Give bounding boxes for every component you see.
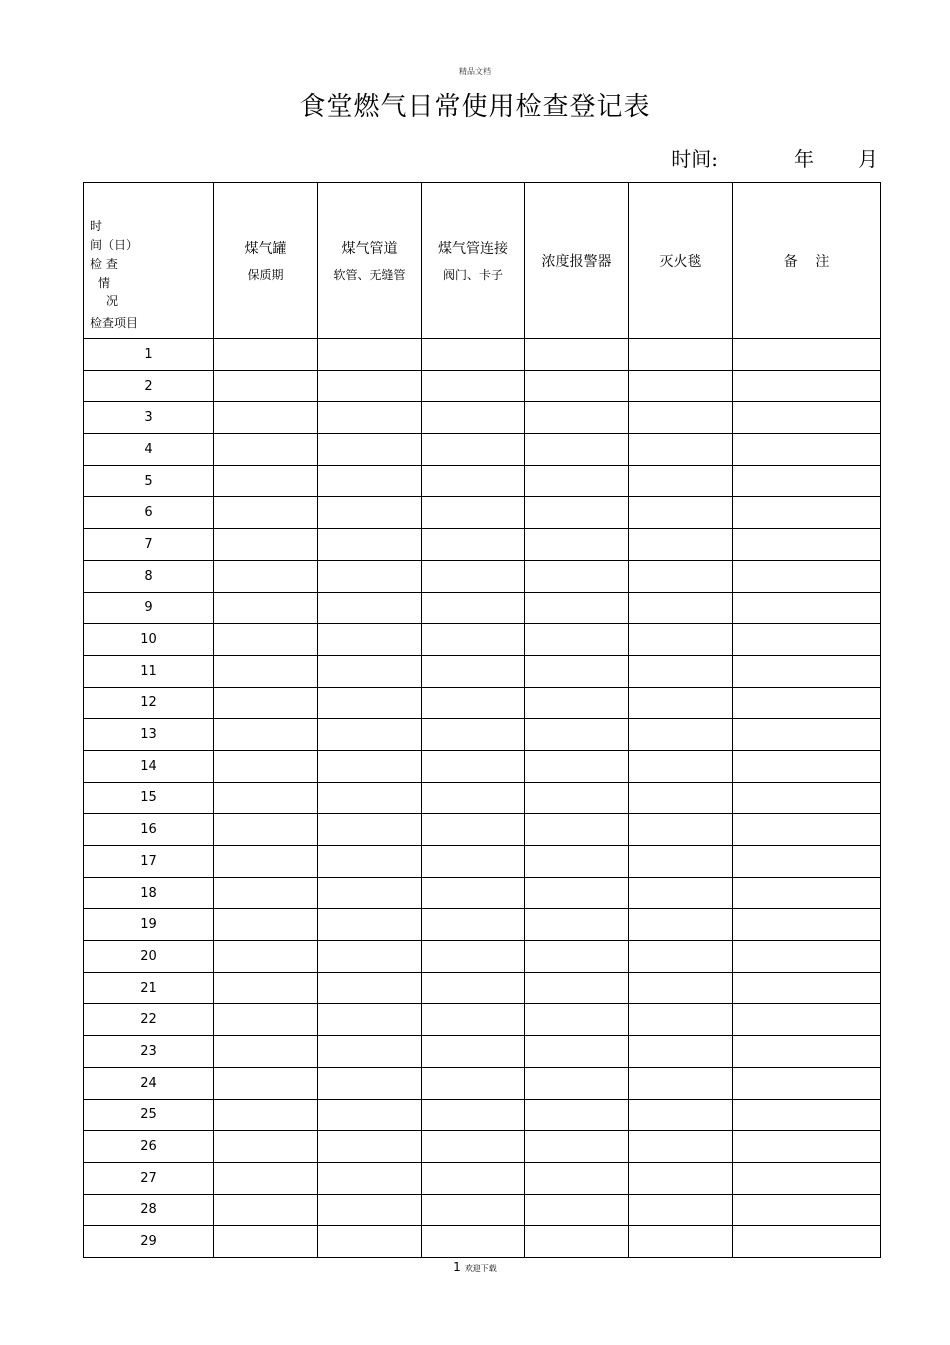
entry-cell[interactable] [422,1162,525,1194]
entry-cell[interactable] [214,909,318,941]
entry-cell[interactable] [629,497,733,529]
day-number-cell: 11 [84,655,214,687]
day-number-cell: 24 [84,1067,214,1099]
entry-cell[interactable] [525,560,629,592]
entry-cell[interactable] [318,465,422,497]
entry-cell[interactable] [318,402,422,434]
column-subtitle: 阀门、卡子 [442,268,503,282]
entry-cell[interactable] [733,687,881,719]
entry-cell[interactable] [525,402,629,434]
entry-cell[interactable] [525,1131,629,1163]
day-number-cell: 6 [84,497,214,529]
date-label: 时间: [671,147,718,171]
entry-cell[interactable] [422,972,525,1004]
entry-cell[interactable] [318,434,422,466]
column-header-remarks [733,183,881,339]
table-row [84,497,881,529]
entry-cell[interactable] [525,909,629,941]
day-number-cell: 13 [84,719,214,751]
day-number-cell: 15 [84,782,214,814]
entry-cell[interactable] [525,1099,629,1131]
entry-cell[interactable] [214,1036,318,1068]
table-row [84,846,881,878]
entry-cell[interactable] [422,877,525,909]
entry-cell[interactable] [422,624,525,656]
entry-cell[interactable] [214,560,318,592]
entry-cell[interactable] [733,814,881,846]
entry-cell[interactable] [422,941,525,973]
entry-cell[interactable] [525,465,629,497]
table-row [84,719,881,751]
entry-cell[interactable] [318,529,422,561]
entry-cell[interactable] [525,434,629,466]
corner-line-3: 检 查 [90,257,118,271]
entry-cell[interactable] [525,655,629,687]
entry-cell[interactable] [318,339,422,371]
table-row [84,1162,881,1194]
entry-cell[interactable] [214,434,318,466]
entry-cell[interactable] [318,782,422,814]
entry-cell[interactable] [214,972,318,1004]
table-row [84,402,881,434]
entry-cell[interactable] [525,1162,629,1194]
entry-cell[interactable] [629,1004,733,1036]
entry-cell[interactable] [214,1131,318,1163]
entry-cell[interactable] [733,339,881,371]
table-row [84,1226,881,1258]
entry-cell[interactable] [422,402,525,434]
day-number-cell: 2 [84,370,214,402]
entry-cell[interactable] [318,1099,422,1131]
entry-cell[interactable] [214,1226,318,1258]
entry-cell[interactable] [629,1226,733,1258]
day-number-cell: 29 [84,1226,214,1258]
entry-cell[interactable] [422,719,525,751]
entry-cell[interactable] [629,719,733,751]
entry-cell[interactable] [525,877,629,909]
entry-cell[interactable] [733,1099,881,1131]
entry-cell[interactable] [629,750,733,782]
entry-cell[interactable] [422,687,525,719]
entry-cell[interactable] [629,560,733,592]
entry-cell[interactable] [525,370,629,402]
corner-line-5: 况 [106,294,119,308]
corner-header-cell [84,183,214,339]
entry-cell[interactable] [629,465,733,497]
table-row [84,1036,881,1068]
entry-cell[interactable] [733,402,881,434]
entry-cell[interactable] [525,941,629,973]
page-number: 1 [453,1260,461,1274]
column-title: 浓度报警器 [541,253,612,270]
corner-line-2: 间（日） [90,238,139,252]
entry-cell[interactable] [629,339,733,371]
table-row [84,434,881,466]
entry-cell[interactable] [525,719,629,751]
day-number-cell: 14 [84,750,214,782]
entry-cell[interactable] [214,750,318,782]
day-number-cell: 26 [84,1131,214,1163]
column-title: 灭火毯 [659,253,702,270]
entry-cell[interactable] [525,1194,629,1226]
table-row [84,592,881,624]
column-header-fire-blanket [629,183,733,339]
entry-cell[interactable] [318,1067,422,1099]
entry-cell[interactable] [318,1036,422,1068]
day-number-cell: 16 [84,814,214,846]
table-row [84,339,881,371]
table-row [84,1067,881,1099]
entry-cell[interactable] [318,719,422,751]
day-number-cell: 4 [84,434,214,466]
entry-cell[interactable] [214,814,318,846]
entry-cell[interactable] [214,624,318,656]
entry-cell[interactable] [422,1131,525,1163]
entry-cell[interactable] [214,465,318,497]
entry-cell[interactable] [525,497,629,529]
table-row [84,750,881,782]
date-line [671,143,878,172]
table-row [84,814,881,846]
day-number-cell: 20 [84,941,214,973]
entry-cell[interactable] [422,782,525,814]
entry-cell[interactable] [733,782,881,814]
entry-cell[interactable] [525,972,629,1004]
entry-cell[interactable] [629,1036,733,1068]
entry-cell[interactable] [733,655,881,687]
entry-cell[interactable] [629,941,733,973]
entry-cell[interactable] [422,1194,525,1226]
table-row [84,972,881,1004]
day-number-cell: 17 [84,846,214,878]
table-row [84,655,881,687]
watermark-text: 精品文档 [459,67,491,76]
entry-cell[interactable] [214,1194,318,1226]
entry-cell[interactable] [525,592,629,624]
entry-cell[interactable] [629,402,733,434]
entry-cell[interactable] [318,1004,422,1036]
entry-cell[interactable] [525,1004,629,1036]
entry-cell[interactable] [214,402,318,434]
entry-cell[interactable] [422,434,525,466]
entry-cell[interactable] [422,1004,525,1036]
corner-line-4: 情 [98,276,111,290]
entry-cell[interactable] [525,339,629,371]
entry-cell[interactable] [318,1226,422,1258]
entry-cell[interactable] [629,624,733,656]
day-number-cell: 25 [84,1099,214,1131]
entry-cell[interactable] [525,624,629,656]
table-row [84,465,881,497]
entry-cell[interactable] [629,909,733,941]
entry-cell[interactable] [318,750,422,782]
entry-cell[interactable] [733,529,881,561]
entry-cell[interactable] [733,877,881,909]
header-row [84,183,881,339]
page-title: 食堂燃气日常使用检查登记表 [299,92,651,122]
corner-line-1: 时 [90,219,103,233]
entry-cell[interactable] [318,1162,422,1194]
entry-cell[interactable] [629,1099,733,1131]
entry-cell[interactable] [733,846,881,878]
entry-cell[interactable] [214,655,318,687]
entry-cell[interactable] [629,1067,733,1099]
entry-cell[interactable] [733,1162,881,1194]
table-row [84,941,881,973]
entry-cell[interactable] [214,1067,318,1099]
day-number-cell: 27 [84,1162,214,1194]
table-row [84,1004,881,1036]
entry-cell[interactable] [422,750,525,782]
entry-cell[interactable] [422,1226,525,1258]
table-row [84,687,881,719]
table-row [84,782,881,814]
entry-cell[interactable] [629,877,733,909]
column-header-gas-alarm [525,183,629,339]
entry-cell[interactable] [422,560,525,592]
column-header-gas-tank [214,183,318,339]
table-row [84,1131,881,1163]
entry-cell[interactable] [733,972,881,1004]
entry-cell[interactable] [525,846,629,878]
entry-cell[interactable] [318,1194,422,1226]
year-label: 年 [794,147,814,171]
column-title: 煤气罐 [244,241,287,257]
entry-cell[interactable] [629,782,733,814]
entry-cell[interactable] [525,1067,629,1099]
entry-cell[interactable] [629,529,733,561]
entry-cell[interactable] [422,846,525,878]
entry-cell[interactable] [733,497,881,529]
entry-cell[interactable] [629,687,733,719]
entry-cell[interactable] [318,846,422,878]
day-number-cell: 8 [84,560,214,592]
entry-cell[interactable] [214,339,318,371]
entry-cell[interactable] [318,624,422,656]
footer-text: 欢迎下载 [464,1264,497,1273]
entry-cell[interactable] [214,877,318,909]
entry-cell[interactable] [733,1004,881,1036]
table-row [84,877,881,909]
entry-cell[interactable] [629,846,733,878]
entry-cell[interactable] [318,941,422,973]
entry-cell[interactable] [733,434,881,466]
entry-cell[interactable] [733,1036,881,1068]
entry-cell[interactable] [629,434,733,466]
entry-cell[interactable] [318,560,422,592]
column-subtitle: 保质期 [247,268,284,282]
entry-cell[interactable] [422,370,525,402]
day-number-cell: 10 [84,624,214,656]
entry-cell[interactable] [422,497,525,529]
entry-cell[interactable] [733,1194,881,1226]
entry-cell[interactable] [525,1226,629,1258]
entry-cell[interactable] [733,370,881,402]
entry-cell[interactable] [422,1099,525,1131]
column-title: 备 注 [783,253,830,270]
entry-cell[interactable] [422,655,525,687]
entry-cell[interactable] [318,814,422,846]
day-number-cell: 3 [84,402,214,434]
day-number-cell: 1 [84,339,214,371]
entry-cell[interactable] [214,1099,318,1131]
entry-cell[interactable] [733,750,881,782]
entry-cell[interactable] [214,719,318,751]
day-number-cell: 21 [84,972,214,1004]
entry-cell[interactable] [629,592,733,624]
entry-cell[interactable] [214,370,318,402]
entry-cell[interactable] [318,497,422,529]
table-row [84,1194,881,1226]
entry-cell[interactable] [422,529,525,561]
entry-cell[interactable] [214,529,318,561]
table-row [84,1099,881,1131]
entry-cell[interactable] [629,370,733,402]
entry-cell[interactable] [318,909,422,941]
entry-cell[interactable] [318,1131,422,1163]
entry-cell[interactable] [733,624,881,656]
entry-cell[interactable] [629,814,733,846]
entry-cell[interactable] [214,1162,318,1194]
table-row [84,909,881,941]
inspection-table [83,182,881,1258]
entry-cell[interactable] [525,529,629,561]
entry-cell[interactable] [733,560,881,592]
entry-cell[interactable] [525,750,629,782]
entry-cell[interactable] [629,1131,733,1163]
day-number-cell: 28 [84,1194,214,1226]
entry-cell[interactable] [733,909,881,941]
entry-cell[interactable] [629,1194,733,1226]
day-number-cell: 22 [84,1004,214,1036]
entry-cell[interactable] [422,339,525,371]
table-row [84,624,881,656]
day-number-cell: 18 [84,877,214,909]
entry-cell[interactable] [525,814,629,846]
entry-cell[interactable] [733,941,881,973]
entry-cell[interactable] [422,1036,525,1068]
day-number-cell: 5 [84,465,214,497]
entry-cell[interactable] [214,782,318,814]
column-title: 煤气管连接 [438,241,508,257]
entry-cell[interactable] [422,1067,525,1099]
day-number-cell: 9 [84,592,214,624]
entry-cell[interactable] [733,1067,881,1099]
table-row [84,560,881,592]
entry-cell[interactable] [629,655,733,687]
entry-cell[interactable] [214,592,318,624]
entry-cell[interactable] [629,972,733,1004]
table-row [84,370,881,402]
entry-cell[interactable] [214,846,318,878]
entry-cell[interactable] [733,1226,881,1258]
entry-cell[interactable] [525,782,629,814]
entry-cell[interactable] [525,1036,629,1068]
column-subtitle: 软管、无缝管 [333,268,406,282]
month-label: 月 [858,147,878,171]
entry-cell[interactable] [422,592,525,624]
entry-cell[interactable] [422,909,525,941]
table-row [84,529,881,561]
entry-cell[interactable] [733,719,881,751]
day-number-cell: 23 [84,1036,214,1068]
entry-cell[interactable] [318,687,422,719]
corner-line-6: 检查项目 [90,316,139,330]
entry-cell[interactable] [318,972,422,1004]
entry-cell[interactable] [733,1131,881,1163]
entry-cell[interactable] [733,592,881,624]
day-number-cell: 12 [84,687,214,719]
entry-cell[interactable] [318,655,422,687]
day-number-cell: 19 [84,909,214,941]
entry-cell[interactable] [214,687,318,719]
entry-cell[interactable] [214,941,318,973]
entry-cell[interactable] [318,592,422,624]
entry-cell[interactable] [214,497,318,529]
entry-cell[interactable] [422,814,525,846]
column-header-gas-pipe [318,183,422,339]
entry-cell[interactable] [525,687,629,719]
entry-cell[interactable] [318,370,422,402]
entry-cell[interactable] [214,1004,318,1036]
day-number-cell: 7 [84,529,214,561]
page-footer [0,1260,950,1274]
entry-cell[interactable] [318,877,422,909]
entry-cell[interactable] [422,465,525,497]
entry-cell[interactable] [629,1162,733,1194]
column-title: 煤气管道 [341,241,398,257]
entry-cell[interactable] [733,465,881,497]
column-header-pipe-connection [422,183,525,339]
